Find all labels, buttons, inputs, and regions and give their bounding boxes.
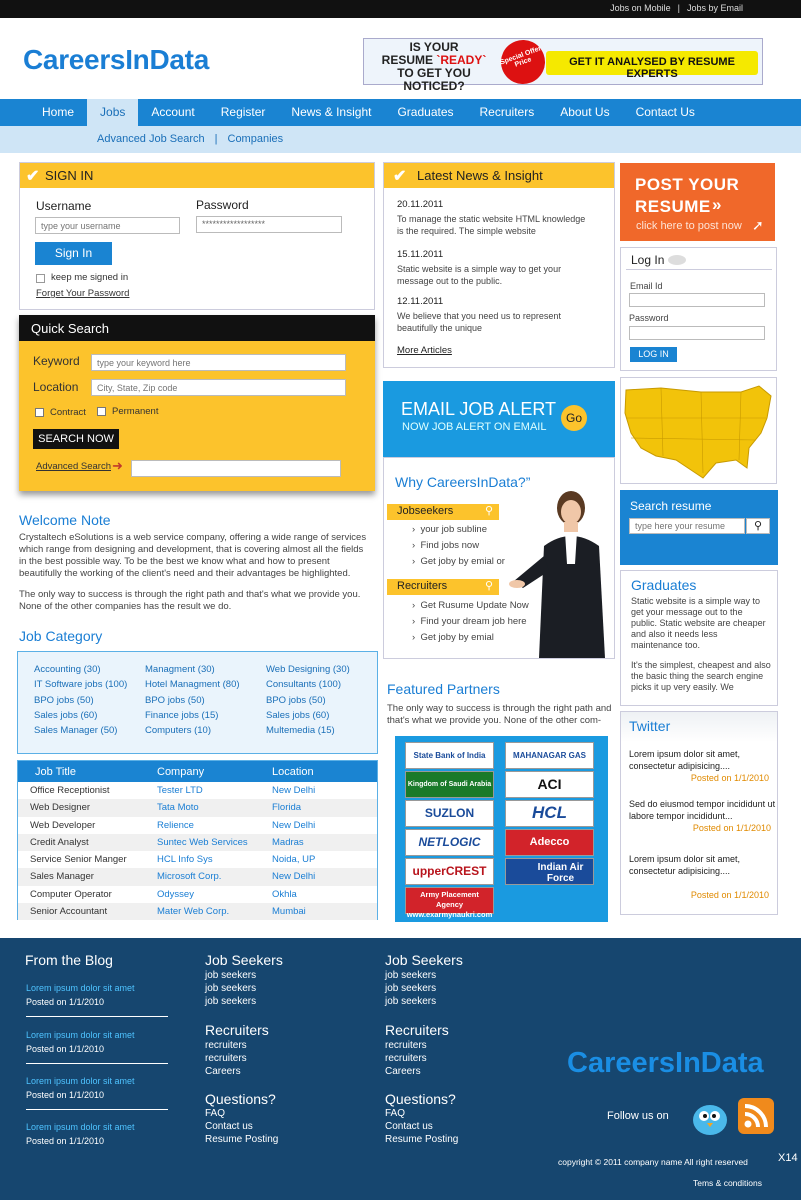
welcome-title: Welcome Note: [19, 512, 111, 528]
graduates-title: Graduates: [631, 577, 697, 593]
nav-jobs[interactable]: Jobs: [87, 99, 138, 126]
column-header: Job Title: [35, 766, 76, 778]
graduates-text-2: It's the simplest, cheapest and also the basic thing the search engine picks it up very easily. We: [631, 660, 771, 692]
category-link[interactable]: BPO jobs (50): [266, 694, 326, 706]
main-nav: [0, 99, 801, 126]
businesswoman-image: [509, 486, 614, 658]
footer-link[interactable]: job seekers: [205, 996, 257, 1007]
footer-link[interactable]: recruiters: [385, 1053, 427, 1064]
check-icon: ✔: [393, 168, 407, 185]
footer-links: [205, 969, 256, 1008]
follow-us-label: Follow us on: [607, 1110, 669, 1122]
speech-bubble-icon: [668, 255, 686, 265]
why-item: › your job subline: [412, 524, 487, 535]
footer-link[interactable]: Careers: [385, 1066, 421, 1077]
corner-mark: X14: [778, 1152, 798, 1164]
footer-link[interactable]: Contact us: [205, 1121, 253, 1132]
partner-logo[interactable]: Adecco: [505, 829, 594, 856]
search-now-button[interactable]: SEARCH NOW: [33, 429, 119, 449]
twitter-title: Twitter: [629, 718, 671, 734]
category-link[interactable]: Consultants (100): [266, 679, 341, 691]
nav-about[interactable]: About Us: [560, 105, 610, 119]
search-resume-title: Search resume: [630, 499, 712, 513]
contract-label: Contract: [50, 407, 86, 418]
banner-cta: GET IT ANALYSED BY RESUME EXPERTS: [546, 51, 758, 75]
category-link[interactable]: Managment (30): [145, 664, 215, 675]
partner-logo[interactable]: Indian Air Force: [505, 858, 594, 885]
footer-link[interactable]: FAQ: [385, 1108, 406, 1119]
tweet[interactable]: Lorem ipsum dolor sit amet, consectetur adipisicing.... Posted on 1/1/2010: [629, 749, 769, 783]
username-label: Username: [36, 199, 92, 213]
keep-signed-checkbox[interactable]: [36, 274, 45, 283]
news-item[interactable]: 20.11.2011 To manage the static website HTML knowledge is the required. The simple website: [397, 199, 586, 236]
email-alert-sub: NOW JOB ALERT ON EMAIL: [402, 421, 547, 433]
job-category-box: [17, 651, 378, 754]
cursor-icon: ➚: [752, 217, 764, 233]
footer-link[interactable]: Contact us: [385, 1121, 433, 1132]
footer-link[interactable]: recruiters: [385, 1040, 427, 1051]
why-item: › Find your dream job here: [412, 616, 527, 627]
category-link[interactable]: Sales Manager (50): [34, 725, 118, 737]
search-icon: ⚲: [484, 580, 493, 592]
email-alert-title: EMAIL JOB ALERT: [401, 399, 557, 419]
partner-logo[interactable]: HCL: [505, 800, 594, 827]
companies-link[interactable]: Companies: [227, 133, 284, 145]
keyword-input[interactable]: [91, 354, 346, 371]
partner-logo[interactable]: State Bank of India: [405, 742, 494, 769]
column-header: Company: [157, 766, 205, 778]
table-header: [18, 761, 377, 782]
footer-link[interactable]: recruiters: [205, 1053, 247, 1064]
category-link[interactable]: Web Designing (30): [266, 664, 350, 675]
partners-logos: [395, 736, 608, 922]
nav-account[interactable]: Account: [151, 105, 195, 119]
copyright-text: copyright © 2011 company name All right reserved: [558, 1157, 748, 1167]
footer: [0, 938, 801, 1200]
news-item[interactable]: 12.11.2011 We believe that you need us to represent beautifully the unique: [397, 296, 561, 333]
permanent-label: Permanent: [112, 406, 159, 417]
nav-home[interactable]: Home: [42, 105, 75, 119]
search-resume-panel: [620, 490, 778, 565]
table-row[interactable]: Computer Operator Odyssey Okhla: [30, 888, 297, 900]
table-row[interactable]: Sales Manager Microsoft Corp. New Delhi: [18, 868, 377, 885]
arrow-right-icon: ➜: [112, 458, 123, 473]
blog-post[interactable]: Lorem ipsum dolor sit amet Posted on 1/1/2010: [26, 1030, 135, 1054]
footer-logo[interactable]: CareersInData: [567, 1047, 764, 1079]
category-link[interactable]: BPO jobs (50): [145, 694, 205, 706]
location-label: Location: [33, 380, 79, 394]
graduates-text-1: Static website is a simple way to get your message out to the public. Static website are cheaper and also it needs less maintenance too.: [631, 596, 766, 650]
site-logo[interactable]: CareersInData: [23, 44, 209, 75]
footer-link[interactable]: recruiters: [205, 1040, 247, 1051]
go-button[interactable]: Go: [561, 405, 587, 431]
tweet[interactable]: Sed do eiusmod tempor incididunt ut labore tempor incididunt... Posted on 1/1/2010: [629, 799, 776, 833]
blog-post[interactable]: Lorem ipsum dolor sit amet Posted on 1/1/2010: [26, 983, 135, 1007]
login-title: Log In: [631, 253, 665, 267]
welcome-text-1: Crystaltech eSolutions is a web service company, offering a wide range of services which range from designing and development, that is covering almost all the fields in the best possible way. To be the best we know what and how to present beautifully the working of the client's need and their advantages be highlighted.: [19, 532, 367, 579]
jobs-table: [17, 760, 378, 920]
blog-post[interactable]: Lorem ipsum dolor sit amet Posted on 1/1/2010: [26, 1076, 135, 1100]
quick-search-panel: [19, 315, 375, 491]
category-link[interactable]: IT Software jobs (100): [34, 679, 128, 691]
category-link[interactable]: Multemedia (15): [266, 725, 335, 737]
password-label: Password: [629, 313, 669, 323]
sign-in-button[interactable]: Sign In: [35, 242, 112, 265]
login-panel: [620, 247, 777, 371]
footer-questions-title: Questions?: [385, 1091, 456, 1107]
post-line-3: click here to post now: [636, 220, 742, 232]
why-item: › Get joby by emial or: [412, 556, 505, 567]
blog-title: From the Blog: [25, 952, 113, 968]
password-input[interactable]: ******************: [196, 216, 342, 233]
footer-links: [205, 1039, 247, 1078]
footer-link[interactable]: Resume Posting: [205, 1134, 279, 1145]
category-link[interactable]: Hotel Managment (80): [145, 679, 240, 691]
category-link[interactable]: BPO jobs (50): [34, 694, 94, 706]
nav-graduates[interactable]: Graduates: [397, 105, 454, 119]
nav-register[interactable]: Register: [220, 105, 266, 119]
partners-title: Featured Partners: [387, 681, 500, 697]
double-chevron-icon: »: [712, 195, 722, 214]
footer-link[interactable]: job seekers: [205, 983, 257, 994]
why-item: › Get Rusume Update Now: [412, 600, 529, 611]
footer-link[interactable]: job seekers: [385, 996, 437, 1007]
more-articles-link[interactable]: More Articles: [397, 345, 452, 356]
password-label: Password: [196, 198, 249, 212]
table-row[interactable]: Senior Accountant Mater Web Corp. Mumbai: [18, 903, 377, 920]
partners-text: The only way to success is through the right path and that's what we provide you. None of the other com-: [387, 703, 612, 726]
footer-links: [385, 1107, 458, 1146]
table-row[interactable]: Credit Analyst Suntec Web Services Madras: [18, 834, 377, 851]
twitter-bird-icon[interactable]: [688, 1096, 732, 1138]
footer-jobseekers-title: Job Seekers: [205, 952, 283, 968]
news-item[interactable]: 15.11.2011 Static website is a simple way to get your message out to the public.: [397, 249, 562, 286]
partner-logo[interactable]: Kingdom of Saudi Arabia: [405, 771, 494, 798]
post-line-2: RESUME: [635, 197, 711, 216]
advanced-job-search-link[interactable]: Advanced Job Search: [97, 133, 205, 145]
footer-link[interactable]: job seekers: [385, 970, 437, 981]
sign-in-panel: [19, 162, 375, 310]
nav-contact[interactable]: Contact Us: [635, 105, 695, 119]
graduates-panel: [620, 570, 778, 706]
forgot-password-link[interactable]: Forget Your Password: [36, 288, 130, 299]
blog-post[interactable]: Lorem ipsum dolor sit amet Posted on 1/1/2010: [26, 1122, 135, 1146]
footer-recruiters-title: Recruiters: [385, 1022, 449, 1038]
sub-nav: Advanced Job Search | Companies: [0, 126, 801, 153]
why-item: › Find jobs now: [412, 540, 480, 551]
why-item: › Get joby by emial: [412, 632, 494, 643]
search-icon[interactable]: ⚲: [746, 518, 770, 534]
terms-link[interactable]: Tems & conditions: [693, 1178, 762, 1188]
footer-links: [205, 1107, 278, 1146]
recruiters-bar: Recruiters ⚲: [387, 579, 499, 595]
footer-jobseekers-title: Job Seekers: [385, 952, 463, 968]
keep-signed-label: keep me signed in: [51, 272, 129, 283]
table-row[interactable]: Web Developer Relience New Delhi: [30, 819, 316, 831]
column-header: Location: [272, 766, 314, 778]
category-link[interactable]: Finance jobs (15): [145, 709, 219, 721]
tweet[interactable]: Lorem ipsum dolor sit amet, consectetur adipisicing.... Posted on 1/1/2010: [629, 854, 769, 900]
check-icon: ✔: [26, 168, 40, 185]
why-panel: [383, 457, 615, 659]
login-button[interactable]: LOG IN: [630, 347, 677, 362]
footer-link[interactable]: Resume Posting: [385, 1134, 459, 1145]
keyword-label: Keyword: [33, 354, 80, 368]
jobs-on-mobile-link[interactable]: Jobs on Mobile: [610, 3, 671, 13]
advanced-search-link[interactable]: Advanced Search: [36, 461, 111, 472]
partner-logo[interactable]: SUZLON: [405, 800, 494, 827]
footer-link[interactable]: job seekers: [385, 983, 437, 994]
special-offer-seal: Special Offer Price: [495, 34, 551, 90]
footer-link[interactable]: FAQ: [205, 1108, 226, 1119]
top-bar: [0, 0, 801, 18]
separator: |: [677, 3, 680, 13]
partner-logo[interactable]: Army Placement Agency www.exarmynaukri.com: [405, 887, 494, 914]
table-row[interactable]: Service Senior Manger HCL Info Sys Noida, UP: [30, 854, 316, 866]
why-title: Why CareersInData?”: [395, 474, 531, 490]
quick-search-title: Quick Search: [19, 315, 375, 341]
jobseekers-bar: Jobseekers ⚲: [387, 504, 499, 520]
footer-link[interactable]: Careers: [205, 1066, 241, 1077]
category-link[interactable]: Sales jobs (60): [266, 709, 330, 721]
news-panel: [383, 162, 615, 368]
email-alert-banner[interactable]: [383, 381, 615, 457]
usa-map[interactable]: [620, 377, 777, 484]
category-link[interactable]: Computers (10): [145, 725, 211, 737]
banner-question: IS YOUR RESUME `READY` TO GET YOU NOTICED?: [381, 40, 487, 93]
permanent-checkbox[interactable]: [97, 407, 106, 416]
email-label: Email Id: [630, 281, 663, 291]
username-input[interactable]: [35, 217, 180, 234]
partner-logo[interactable]: upperCREST: [405, 858, 494, 885]
footer-link[interactable]: job seekers: [205, 970, 257, 981]
contract-checkbox[interactable]: [35, 408, 44, 417]
news-header: ✔ Latest News & Insight: [384, 163, 614, 188]
post-resume-banner[interactable]: [620, 163, 775, 241]
footer-links: [385, 1039, 427, 1078]
location-input[interactable]: [91, 379, 346, 396]
footer-questions-title: Questions?: [205, 1091, 276, 1107]
table-row[interactable]: Web Designer Tata Moto Florida: [18, 799, 377, 816]
email-input[interactable]: [629, 293, 765, 307]
nav-recruiters[interactable]: Recruiters: [479, 105, 535, 119]
advanced-search-input[interactable]: [131, 460, 341, 477]
partner-logo[interactable]: NETLOGIC: [405, 829, 494, 856]
twitter-panel: [620, 711, 778, 915]
footer-recruiters-title: Recruiters: [205, 1022, 269, 1038]
partner-logo[interactable]: MAHANAGAR GAS: [505, 742, 594, 769]
sign-in-header: ✔ SIGN IN: [20, 163, 374, 188]
welcome-text-2: The only way to success is through the right path and that's what we provide you. None of the other companies has the result we do.: [19, 589, 361, 612]
job-category-title: Job Category: [19, 628, 103, 644]
jobs-by-email-link[interactable]: Jobs by Email: [686, 3, 743, 13]
search-icon: ⚲: [484, 505, 493, 517]
resume-banner[interactable]: [363, 38, 763, 93]
nav-news[interactable]: News & Insight: [291, 105, 372, 119]
partner-logo[interactable]: ACI: [505, 771, 594, 798]
category-link[interactable]: Sales jobs (60): [34, 709, 98, 721]
category-link[interactable]: Accounting (30): [34, 664, 101, 675]
table-row[interactable]: Office Receptionist Tester LTD New Delhi: [30, 785, 316, 796]
rss-icon[interactable]: [738, 1098, 774, 1134]
password-input[interactable]: [629, 326, 765, 340]
post-line-1: POST YOUR: [635, 175, 740, 194]
footer-links: [385, 969, 436, 1008]
search-resume-input[interactable]: [629, 518, 745, 534]
